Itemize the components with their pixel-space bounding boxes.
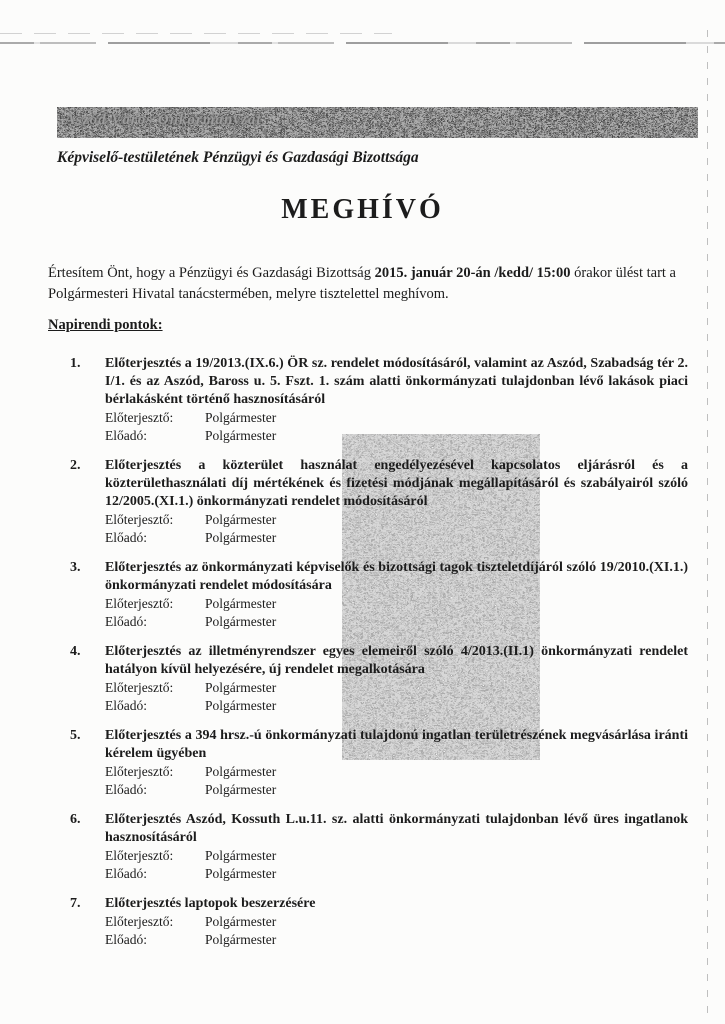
speaker-label: Előadó: (105, 614, 147, 629)
presenter-value: Polgármester (205, 764, 277, 779)
agenda-item-title: Előterjesztés az önkormányzati képviselők és bizottsági tagok tiszteletdíjáról szóló 19/2010.(XI.1.) önkormányzati rendelet módosítására (105, 560, 688, 593)
agenda-item (70, 727, 688, 799)
presenter-row (105, 595, 688, 613)
agenda-item (70, 355, 688, 445)
presenter-label: Előterjesztő: (105, 512, 174, 527)
agenda-item-title: Előterjesztés a 19/2013.(IX.6.) ÖR sz. rendelet módosításáról, valamint az Aszód, Szabadság tér 2. I/1. és az Aszód, Baross u. 5. Fszt. 1. szám alatti önkormányzati tulajdonban lévő lakások piaci bérlakásként történő hasznosításáról (105, 356, 688, 407)
presenter-row (105, 763, 688, 781)
agenda-item (70, 643, 688, 715)
scan-artifact-line (0, 33, 392, 34)
speaker-label: Előadó: (105, 698, 147, 713)
scan-artifact-line (0, 42, 725, 44)
presenter-value: Polgármester (205, 914, 277, 929)
agenda-list (48, 355, 688, 961)
presenter-value: Polgármester (205, 410, 277, 425)
speaker-value: Polgármester (205, 782, 277, 797)
presenter-row (105, 409, 688, 427)
committee-line: Képviselő-testületének Pénzügyi és Gazdasági Bizottsága (57, 149, 419, 166)
intro-text-after: órakor ülést tart a Polgármesteri Hivatal tanácstermében, melyre tisztelettel meghívom. (48, 264, 676, 302)
presenter-value: Polgármester (205, 512, 277, 527)
speaker-row (105, 781, 688, 799)
agenda-item-number: 2. (70, 458, 81, 473)
presenter-label: Előterjesztő: (105, 848, 174, 863)
presenter-label: Előterjesztő: (105, 914, 174, 929)
document-title: MEGHÍVÓ (281, 194, 444, 225)
agenda-item-number: 7. (70, 896, 81, 911)
agenda-item (70, 895, 688, 949)
speaker-label: Előadó: (105, 932, 147, 947)
presenter-label: Előterjesztő: (105, 596, 174, 611)
letterhead-noise-bar (57, 107, 698, 138)
speaker-row (105, 529, 688, 547)
speaker-row (105, 865, 688, 883)
presenter-value: Polgármester (205, 596, 277, 611)
presenter-row (105, 913, 688, 931)
speaker-label: Előadó: (105, 428, 147, 443)
speaker-value: Polgármester (205, 428, 277, 443)
presenter-label: Előterjesztő: (105, 680, 174, 695)
agenda-item (70, 457, 688, 547)
presenter-label: Előterjesztő: (105, 410, 174, 425)
agenda-heading: Napirendi pontok: (48, 317, 163, 333)
speaker-row (105, 931, 688, 949)
presenter-value: Polgármester (205, 680, 277, 695)
agenda-item (70, 559, 688, 631)
scan-artifact-line (707, 30, 708, 1015)
agenda-item (70, 811, 688, 883)
speaker-value: Polgármester (205, 614, 277, 629)
presenter-row (105, 847, 688, 865)
speaker-row (105, 427, 688, 445)
meeting-datetime: 2015. január 20-án /kedd/ 15:00 (374, 264, 571, 281)
presenter-label: Előterjesztő: (105, 764, 174, 779)
intro-text-before: Értesítem Önt, hogy a Pénzügyi és Gazdasági Bizottság (48, 264, 375, 281)
letterhead-text: Aszód Város Önkormányzat (65, 112, 262, 128)
presenter-row (105, 679, 688, 697)
presenter-value: Polgármester (205, 848, 277, 863)
speaker-label: Előadó: (105, 866, 147, 881)
speaker-value: Polgármester (205, 866, 277, 881)
speaker-value: Polgármester (205, 530, 277, 545)
agenda-item-title: Előterjesztés az illetményrendszer egyes elemeiről szóló 4/2013.(II.1) önkormányzati rendelet hatályon kívül helyezésére, új rendelet megalkotására (105, 644, 688, 677)
intro-paragraph (48, 263, 706, 305)
agenda-item-number: 4. (70, 644, 81, 659)
speaker-value: Polgármester (205, 932, 277, 947)
agenda-item-title: Előterjesztés a 394 hrsz.-ú önkormányzati tulajdonú ingatlan területrészének megvásárlása iránti kérelem ügyében (105, 728, 688, 761)
agenda-item-title: Előterjesztés a közterület használat engedélyezésével kapcsolatos eljárásról és a közterülethasználati díj mértékének és fizetési módjának megállapításáról és szabályairól szóló 12/2005.(XI.1.) önkormányzati rendelet módosításáról (105, 458, 688, 509)
agenda-item-number: 5. (70, 728, 81, 743)
speaker-label: Előadó: (105, 530, 147, 545)
speaker-value: Polgármester (205, 698, 277, 713)
agenda-item-title: Előterjesztés Aszód, Kossuth L.u.11. sz. alatti önkormányzati tulajdonban lévő üres ingatlanok hasznosításáról (105, 812, 688, 845)
presenter-row (105, 511, 688, 529)
agenda-item-number: 1. (70, 356, 81, 371)
agenda-item-title: Előterjesztés laptopok beszerzésére (105, 896, 316, 911)
agenda-item-number: 3. (70, 560, 81, 575)
agenda-item-number: 6. (70, 812, 81, 827)
speaker-label: Előadó: (105, 782, 147, 797)
speaker-row (105, 613, 688, 631)
speaker-row (105, 697, 688, 715)
